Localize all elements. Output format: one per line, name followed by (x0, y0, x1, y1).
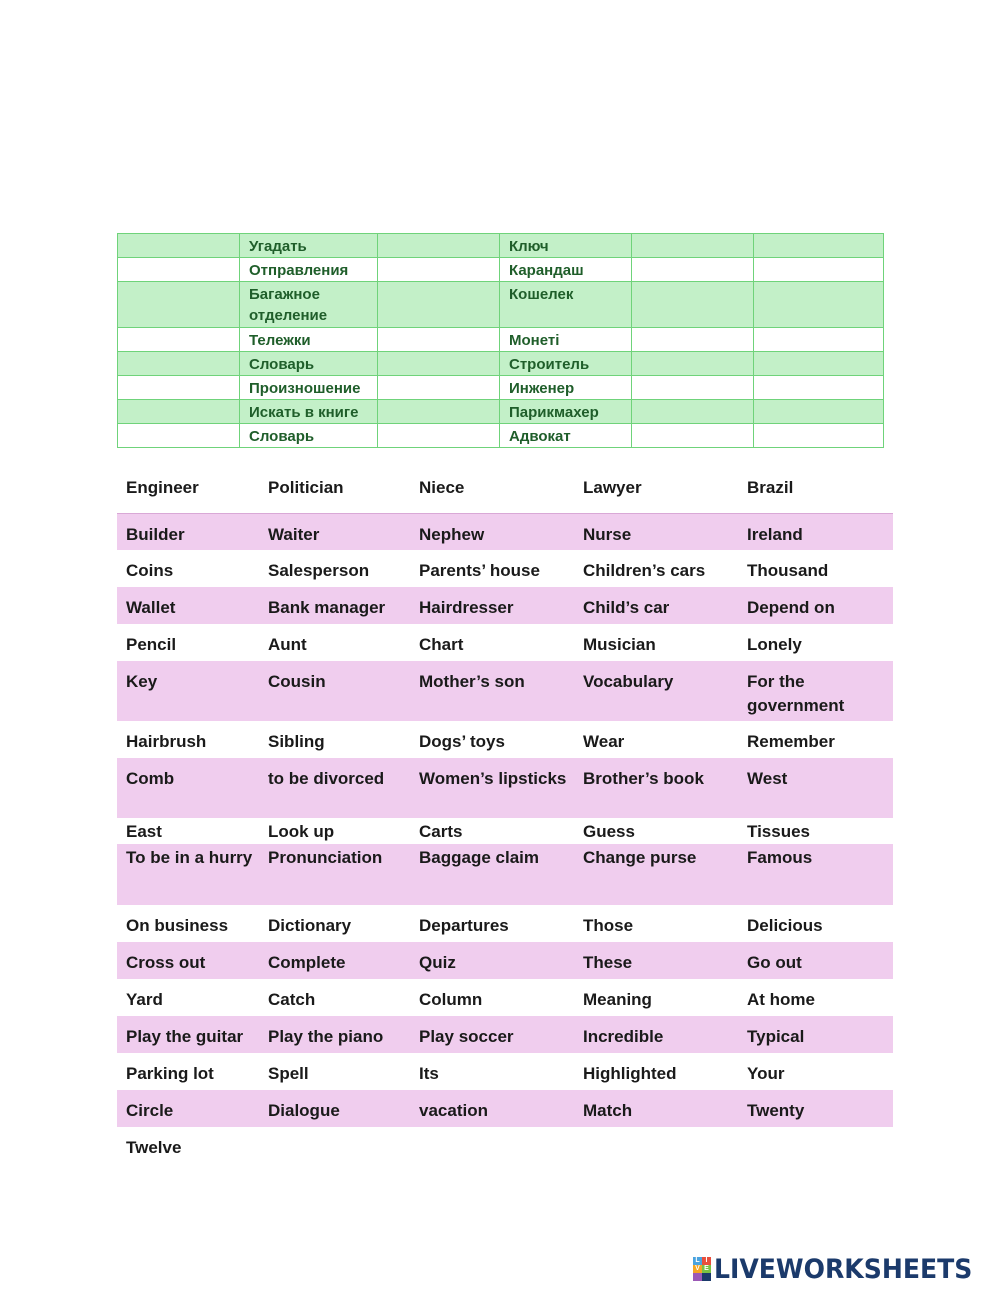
en-table-cell: For the government (738, 661, 893, 721)
ru-table-row (118, 376, 884, 400)
en-table-cell: Tissues (738, 818, 893, 844)
en-table-cell: Catch (259, 979, 410, 1016)
en-table-cell: Key (117, 661, 259, 721)
english-vocabulary-table (117, 467, 893, 1164)
ru-table-cell (118, 282, 240, 328)
ru-table-cell: Тележки (240, 328, 378, 352)
en-table-cell: Dialogue (259, 1090, 410, 1127)
ru-table-cell (378, 400, 500, 424)
en-table-cell: to be divorced (259, 758, 410, 818)
ru-table-cell: Карандаш (500, 258, 632, 282)
en-table-cell: Column (410, 979, 574, 1016)
en-table-cell: Yard (117, 979, 259, 1016)
en-table-cell: Wallet (117, 587, 259, 624)
ru-table-cell (754, 400, 884, 424)
ru-table-cell (378, 258, 500, 282)
en-table-cell: These (574, 942, 738, 979)
ru-table-cell (632, 258, 754, 282)
liveworksheets-logo-icon (693, 1257, 711, 1281)
ru-table-row (118, 258, 884, 282)
en-table-cell: Guess (574, 818, 738, 844)
ru-table-cell: Строитель (500, 352, 632, 376)
logo-mark-tile: I (702, 1257, 711, 1265)
ru-table-cell: Адвокат (500, 424, 632, 448)
ru-table-cell (754, 282, 884, 328)
en-table-cell: Play the piano (259, 1016, 410, 1053)
ru-table-row (118, 352, 884, 376)
en-table-cell: Its (410, 1053, 574, 1090)
en-table-cell: Brother’s book (574, 758, 738, 818)
en-table-cell: Nephew (410, 513, 574, 550)
ru-table-cell (378, 234, 500, 258)
en-table-cell: Cross out (117, 942, 259, 979)
en-table-cell: Complete (259, 942, 410, 979)
logo-mark-tile (693, 1273, 702, 1281)
logo-mark-tile: E (702, 1265, 711, 1273)
en-table-cell: Chart (410, 624, 574, 661)
en-table-row (117, 1090, 893, 1127)
en-table-cell: vacation (410, 1090, 574, 1127)
en-table-cell: Salesperson (259, 550, 410, 587)
ru-table-cell (378, 328, 500, 352)
en-table-cell: West (738, 758, 893, 818)
ru-table-cell (632, 328, 754, 352)
en-table-cell: Aunt (259, 624, 410, 661)
en-table-cell: Ireland (738, 513, 893, 550)
en-table-cell (574, 1127, 738, 1164)
ru-table-cell (754, 234, 884, 258)
en-table-cell: Parents’ house (410, 550, 574, 587)
en-table-cell: Famous (738, 844, 893, 905)
en-table-cell: Departures (410, 905, 574, 942)
en-table-cell: Dictionary (259, 905, 410, 942)
en-table-cell: Pencil (117, 624, 259, 661)
ru-table-row (118, 400, 884, 424)
en-table-cell: Hairdresser (410, 587, 574, 624)
ru-table-row (118, 424, 884, 448)
en-table-row (117, 624, 893, 661)
ru-table-cell (378, 352, 500, 376)
en-table-cell: East (117, 818, 259, 844)
ru-table-cell (118, 234, 240, 258)
ru-table-cell: Произношение (240, 376, 378, 400)
ru-table-cell: Монеті (500, 328, 632, 352)
en-table-cell: Waiter (259, 513, 410, 550)
ru-table-cell: Словарь (240, 352, 378, 376)
en-table-cell: Your (738, 1053, 893, 1090)
en-table-cell: Go out (738, 942, 893, 979)
en-table-cell (410, 1127, 574, 1164)
ru-table-row (118, 282, 884, 328)
en-table-cell: Wear (574, 721, 738, 758)
en-table-cell: Baggage claim (410, 844, 574, 905)
ru-table-cell (118, 400, 240, 424)
en-table-cell: Twelve (117, 1127, 259, 1164)
en-table-cell: Spell (259, 1053, 410, 1090)
logo-mark-tile: V (693, 1265, 702, 1273)
en-table-row (117, 467, 893, 513)
liveworksheets-logo (693, 1254, 992, 1284)
ru-table-cell (118, 424, 240, 448)
ru-table-row (118, 328, 884, 352)
en-table-row (117, 721, 893, 758)
en-table-row (117, 942, 893, 979)
en-table-row (117, 905, 893, 942)
en-table-cell: Vocabulary (574, 661, 738, 721)
en-table-cell: Highlighted (574, 1053, 738, 1090)
en-table-cell: At home (738, 979, 893, 1016)
en-table-cell: Dogs’ toys (410, 721, 574, 758)
ru-table-cell: Отправления (240, 258, 378, 282)
en-table-row (117, 979, 893, 1016)
ru-table-cell (632, 352, 754, 376)
ru-table-cell (632, 400, 754, 424)
en-table-row (117, 661, 893, 721)
en-table-cell: Child’s car (574, 587, 738, 624)
ru-table-cell: Инженер (500, 376, 632, 400)
en-table-cell: Children’s cars (574, 550, 738, 587)
en-table-cell: Comb (117, 758, 259, 818)
ru-table-cell (118, 328, 240, 352)
en-table-cell: Niece (410, 467, 574, 513)
ru-table-cell (754, 258, 884, 282)
en-table-cell (259, 1127, 410, 1164)
en-table-cell: Quiz (410, 942, 574, 979)
ru-table-cell: Искать в книге (240, 400, 378, 424)
en-table-cell: Hairbrush (117, 721, 259, 758)
ru-table-cell: Словарь (240, 424, 378, 448)
en-table-row (117, 758, 893, 818)
en-table-cell: Bank manager (259, 587, 410, 624)
en-table-row (117, 550, 893, 587)
en-table-row (117, 818, 893, 844)
ru-table-cell (632, 424, 754, 448)
ru-table-cell (378, 376, 500, 400)
ru-table-cell (632, 376, 754, 400)
en-table-cell: Play the guitar (117, 1016, 259, 1053)
en-table-cell: Carts (410, 818, 574, 844)
en-table-cell (738, 1127, 893, 1164)
en-table-cell: On business (117, 905, 259, 942)
en-table-cell: To be in a hurry (117, 844, 259, 905)
en-table-cell: Pronunciation (259, 844, 410, 905)
en-table-row (117, 513, 893, 550)
ru-table-cell (118, 376, 240, 400)
en-table-cell: Brazil (738, 467, 893, 513)
ru-table-cell (378, 282, 500, 328)
ru-table-row (118, 234, 884, 258)
ru-table-cell (118, 258, 240, 282)
en-table-cell: Women’s lipsticks (410, 758, 574, 818)
ru-table-cell: Ключ (500, 234, 632, 258)
en-table-cell: Thousand (738, 550, 893, 587)
ru-table-cell (754, 352, 884, 376)
ru-table-cell (754, 328, 884, 352)
en-table-cell: Circle (117, 1090, 259, 1127)
logo-mark-tile: L (693, 1257, 702, 1265)
en-table-row (117, 1016, 893, 1053)
en-table-cell: Coins (117, 550, 259, 587)
en-table-cell: Sibling (259, 721, 410, 758)
en-table-cell: Delicious (738, 905, 893, 942)
en-table-cell: Change purse (574, 844, 738, 905)
ru-table-cell (632, 234, 754, 258)
ru-table-cell (118, 352, 240, 376)
en-table-cell: Play soccer (410, 1016, 574, 1053)
en-table-cell: Politician (259, 467, 410, 513)
en-table-cell: Engineer (117, 467, 259, 513)
en-table-cell: Incredible (574, 1016, 738, 1053)
en-table-cell: Nurse (574, 513, 738, 550)
en-table-cell: Twenty (738, 1090, 893, 1127)
en-table-cell: Builder (117, 513, 259, 550)
logo-text: LIVEWORKSHEETS (714, 1253, 973, 1285)
en-table-row (117, 844, 893, 905)
en-table-row (117, 587, 893, 624)
ru-table-cell: Угадать (240, 234, 378, 258)
en-table-cell: Mother’s son (410, 661, 574, 721)
ru-table-cell: Парикмахер (500, 400, 632, 424)
en-table-cell: Musician (574, 624, 738, 661)
ru-table-cell (632, 282, 754, 328)
en-table-cell: Depend on (738, 587, 893, 624)
en-table-cell: Match (574, 1090, 738, 1127)
en-table-cell: Lawyer (574, 467, 738, 513)
ru-table-cell (754, 376, 884, 400)
ru-table-cell: Кошелек (500, 282, 632, 328)
ru-table-cell (378, 424, 500, 448)
en-table-cell: Lonely (738, 624, 893, 661)
en-table-cell: Cousin (259, 661, 410, 721)
ru-table-cell (754, 424, 884, 448)
logo-mark-tile (702, 1273, 711, 1281)
en-table-cell: Meaning (574, 979, 738, 1016)
en-table-cell: Look up (259, 818, 410, 844)
ru-table-cell: Багажное отделение (240, 282, 378, 328)
en-table-cell: Typical (738, 1016, 893, 1053)
russian-vocabulary-table (117, 233, 884, 448)
en-table-cell: Those (574, 905, 738, 942)
en-table-cell: Parking lot (117, 1053, 259, 1090)
en-table-row (117, 1053, 893, 1090)
en-table-cell: Remember (738, 721, 893, 758)
en-table-row (117, 1127, 893, 1164)
